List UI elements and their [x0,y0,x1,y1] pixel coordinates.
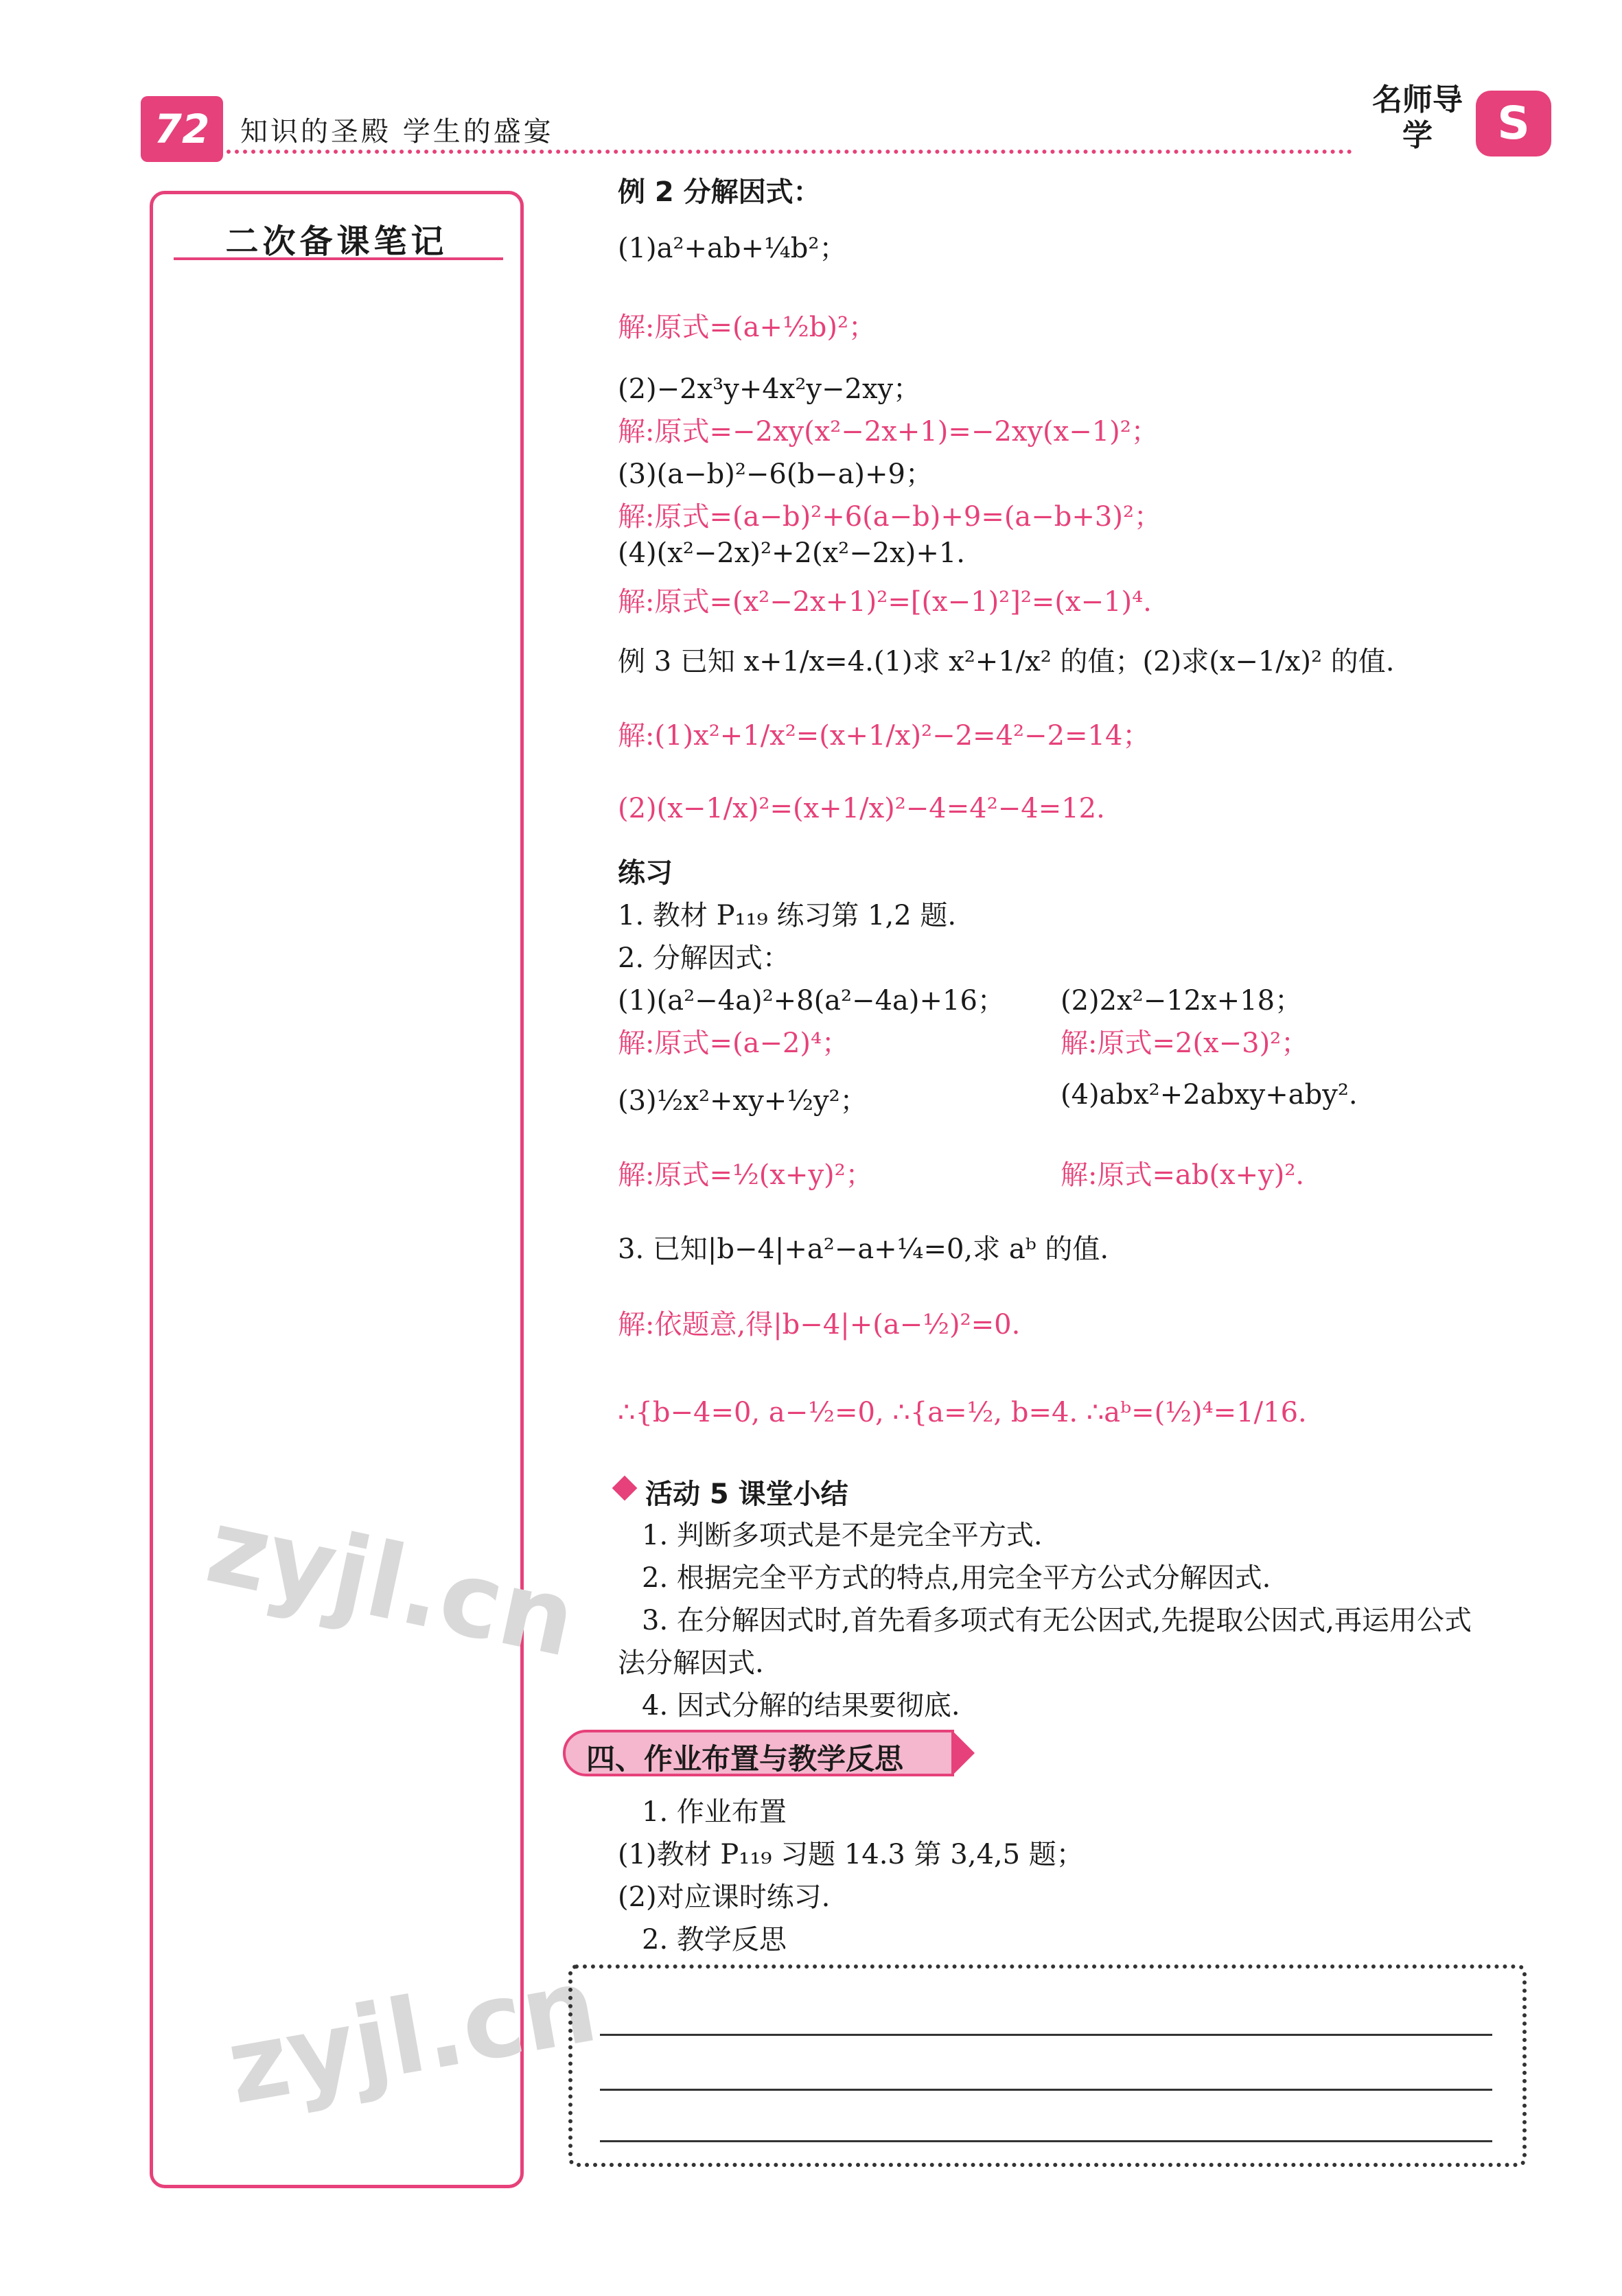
practice-2: 2. 分解因式： [618,942,790,974]
summary-1: 1. 判断多项式是不是完全平方式. [642,1520,1043,1551]
example-2-answer-1: 解:原式=(a+½b)²； [618,312,876,343]
brand-badge-icon [1476,91,1551,156]
example-3-title: 例 3 已知 x+1/x=4.(1)求 x²+1/x² 的值；(2)求(x−1/x)² 的值. [618,646,1395,677]
section-4-title: 四、作业布置与教学反思 [586,1742,904,1776]
reflection-title: 2. 教学反思 [642,1924,787,1956]
diamond-bullet-icon [612,1476,638,1501]
activity-5-title: 活动 5 课堂小结 [645,1479,848,1510]
example-3-answer-2: (2)(x−1/x)²=(x+1/x)²−4=4²−4=12. [618,793,1105,824]
example-2-answer-4: 解:原式=(x²−2x+1)²=[(x−1)²]²=(x−1)⁴. [618,586,1152,618]
homework-title: 1. 作业布置 [642,1796,787,1828]
homework-item-2: (2)对应课时练习. [618,1881,831,1913]
practice-2-question-4: (4)abx²+2abxy+aby². [1061,1079,1358,1111]
writing-line [600,2034,1492,2036]
brand-text: 名师导学 [1372,82,1463,153]
example-2-question-1: (1)a²+ab+¼b²； [618,233,847,264]
notes-title-rule [174,257,503,260]
homework-item-1: (1)教材 P₁₁₉ 习题 14.3 第 3,4,5 题； [618,1839,1084,1870]
watermark: zyjl.cn [218,1945,605,2128]
reflection-box[interactable] [568,1964,1527,2167]
page-number: 72 [141,96,223,162]
practice-2-answer-1: 解:原式=(a−2)⁴； [618,1028,850,1059]
practice-2-question-3: (3)½x²+xy+½y²； [618,1085,868,1117]
header-title: 知识的圣殿 学生的盛宴 [240,116,554,148]
header-divider [227,150,1352,154]
notes-title: 二次备课笔记 [225,222,448,261]
practice-2-answer-2: 解:原式=2(x−3)²； [1061,1028,1309,1059]
practice-3-answer-2: ∴{b−4=0, a−½=0, ∴{a=½, b=4. ∴aᵇ=(½)⁴=1/16. [618,1397,1307,1428]
writing-line [600,2140,1492,2142]
example-2-question-2: (2)−2x³y+4x²y−2xy； [618,373,921,405]
summary-2: 2. 根据完全平方式的特点,用完全平方公式分解因式. [642,1562,1271,1594]
summary-3-continued: 法分解因式. [618,1647,764,1679]
example-2-title: 例 2 分解因式： [618,176,821,208]
practice-2-question-2: (2)2x²−12x+18； [1061,985,1303,1017]
brand-logo [1359,82,1551,165]
practice-2-answer-4: 解:原式=ab(x+y)². [1061,1159,1305,1191]
practice-2-answer-3: 解:原式=½(x+y)²； [618,1159,873,1191]
practice-2-question-1: (1)(a²−4a)²+8(a²−4a)+16； [618,985,1005,1017]
example-2-answer-2: 解:原式=−2xy(x²−2x+1)=−2xy(x−1)²； [618,416,1159,448]
brand-glyph: S [1497,97,1530,150]
practice-3-answer-1: 解:依题意,得|b−4|+(a−½)²=0. [618,1309,1021,1341]
practice-1: 1. 教材 P₁₁₉ 练习第 1,2 题. [618,900,957,931]
example-2-question-4: (4)(x²−2x)²+2(x²−2x)+1. [618,537,965,569]
writing-line [600,2089,1492,2091]
watermark: zyjl.cn [197,1486,586,1681]
summary-3: 3. 在分解因式时,首先看多项式有无公因式,先提取公因式,再运用公式 [642,1605,1472,1636]
notes-panel [150,191,524,2188]
section-arrow-icon [951,1730,975,1776]
example-3-answer-1: 解:(1)x²+1/x²=(x+1/x)²−2=4²−2=14； [618,720,1150,752]
example-2-answer-3: 解:原式=(a−b)²+6(a−b)+9=(a−b+3)²； [618,501,1162,533]
practice-3: 3. 已知|b−4|+a²−a+¼=0,求 aᵇ 的值. [618,1233,1109,1265]
example-2-question-3: (3)(a−b)²−6(b−a)+9； [618,459,933,490]
section-4-header [563,1730,954,1776]
practice-title: 练习 [618,857,673,889]
summary-4: 4. 因式分解的结果要彻底. [642,1690,960,1721]
